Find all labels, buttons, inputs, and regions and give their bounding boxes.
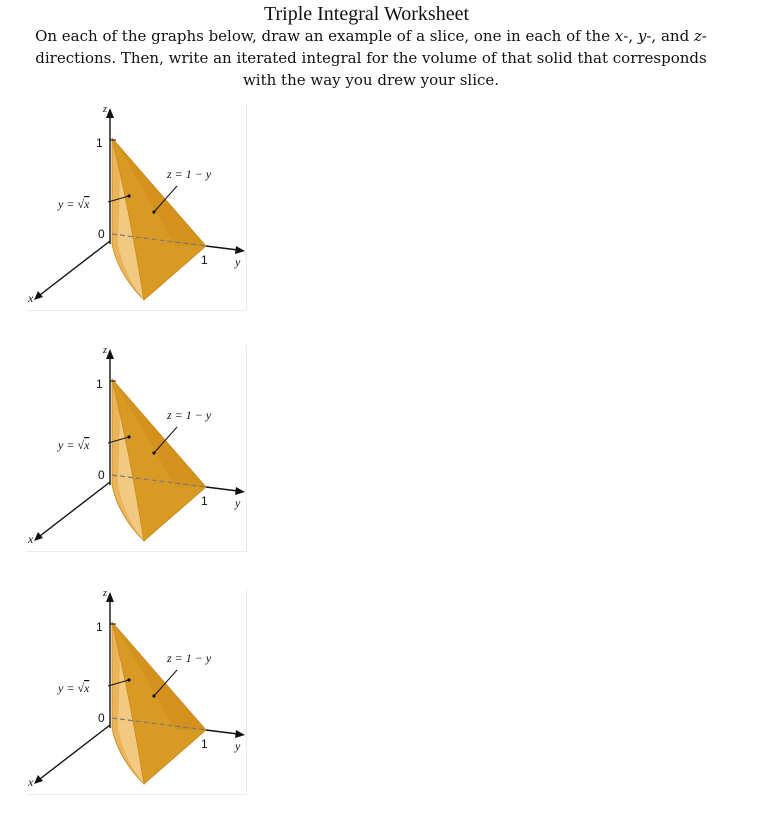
x-axis — [36, 482, 110, 539]
origin-label: 0 — [98, 468, 105, 482]
surface-leader-dot — [152, 694, 155, 697]
curve-label-lhs: y = — [58, 681, 78, 695]
origin-label: 0 — [98, 227, 105, 241]
y-axis-label: y — [235, 496, 241, 510]
z-tick-label: 1 — [96, 620, 103, 634]
curve-label-sqrt: √ — [77, 681, 85, 695]
surface-equation-label: z = 1 − y — [167, 651, 212, 665]
surface-equation-label: z = 1 − y — [167, 408, 212, 422]
x-axis-label: x — [28, 532, 34, 546]
surface-leader-dot — [152, 210, 155, 213]
curve-leader-dot — [127, 678, 130, 681]
z-tick-label: 1 — [96, 377, 103, 391]
curve-leader-dot — [127, 435, 130, 438]
y-axis — [206, 487, 238, 491]
curve-label-var: x — [84, 438, 90, 452]
y-axis-arrowhead — [235, 730, 245, 738]
z-axis-arrowhead — [106, 592, 114, 602]
curve-equation-label — [57, 681, 90, 695]
x-axis-arrowhead — [34, 775, 43, 784]
instructions-x-var: x — [614, 27, 624, 45]
z-axis-label: z — [103, 588, 107, 599]
x-axis-label: x — [28, 775, 34, 789]
instructions-sep1: -, — [623, 27, 638, 45]
y-tick-label: 1 — [201, 737, 208, 751]
origin-label: 0 — [98, 711, 105, 725]
curve-label-lhs: y = — [58, 438, 78, 452]
x-axis — [36, 241, 110, 298]
graph-1[interactable] — [26, 104, 247, 311]
worksheet-title: Triple Integral Worksheet — [263, 3, 470, 25]
x-axis-arrowhead — [34, 532, 43, 541]
curve-equation-label — [57, 438, 90, 452]
curve-label-var: x — [84, 197, 90, 211]
y-tick-label: 1 — [201, 494, 208, 508]
y-axis — [206, 246, 238, 250]
solid-graph-svg[interactable] — [26, 588, 246, 794]
z-axis-arrowhead — [106, 349, 114, 359]
instructions-part2: -directions. Then, write an iterated integral for the volume of that solid that corresponds with the way you drew your slice. — [35, 27, 707, 89]
y-axis — [206, 730, 238, 734]
y-axis-arrowhead — [235, 487, 245, 495]
surface-equation-label: z = 1 − y — [167, 167, 212, 181]
solid-graph-svg[interactable] — [26, 104, 246, 310]
curve-label-lhs: y = — [58, 197, 78, 211]
graph-3[interactable] — [26, 588, 247, 795]
y-axis-label: y — [235, 255, 241, 269]
z-tick-label: 1 — [96, 136, 103, 150]
curve-label-sqrt: √ — [77, 197, 85, 211]
instructions-y-var: y — [637, 27, 647, 45]
y-axis-label: y — [235, 739, 241, 753]
x-axis-arrowhead — [34, 291, 43, 300]
instructions — [26, 25, 716, 91]
z-axis-label: z — [103, 104, 107, 115]
z-axis-label: z — [103, 345, 107, 356]
z-axis-arrowhead — [106, 108, 114, 118]
curve-leader-dot — [127, 194, 130, 197]
curve-label-sqrt: √ — [77, 438, 85, 452]
y-tick-label: 1 — [201, 253, 208, 267]
x-axis-label: x — [28, 291, 34, 305]
x-axis — [36, 725, 110, 782]
instructions-sep2: -, and — [646, 27, 694, 45]
curve-label-var: x — [84, 681, 90, 695]
instructions-z-var: z — [693, 27, 702, 45]
solid-graph-svg[interactable] — [26, 345, 246, 551]
graph-2[interactable] — [26, 345, 247, 552]
surface-leader-dot — [152, 451, 155, 454]
instructions-part1: On each of the graphs below, draw an example of a slice, one in each of the — [35, 27, 615, 45]
y-axis-arrowhead — [235, 246, 245, 254]
curve-equation-label — [57, 197, 90, 211]
